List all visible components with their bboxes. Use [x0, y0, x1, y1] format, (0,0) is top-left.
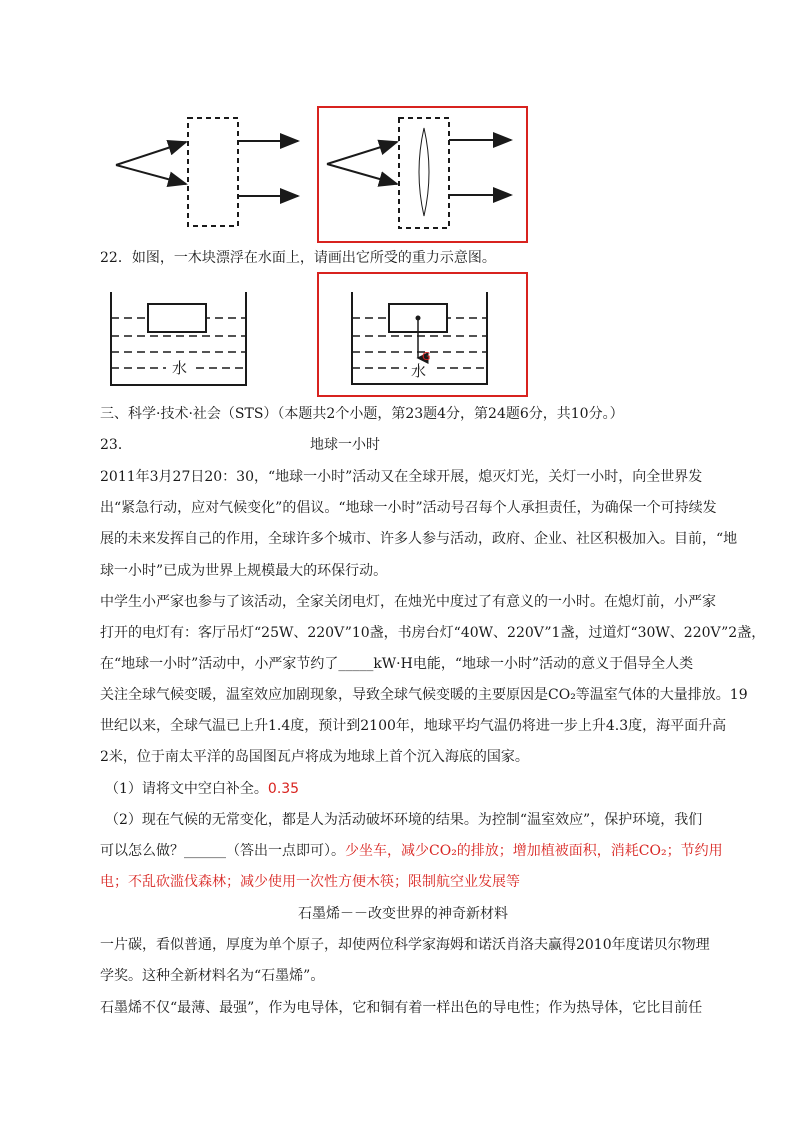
q23-sub2-line-2: [100, 841, 723, 861]
q23-p2-line-5: 世纪以来，全球气温已上升1.4度，预计到2100年，地球平均气温仍将进一步上升4.3度，海平面升高: [100, 718, 727, 734]
q22-water-label-original: 水: [172, 359, 188, 377]
q23-sub2-answer-2: 电；不乱砍滥伐森林；减少使用一次性方便木筷；限制航空业发展等: [100, 874, 520, 890]
graphene-p1-line-1: 一片碳，看似普通，厚度为单个原子，却使两位科学家海姆和诺沃肖洛夫赢得2010年度诺贝尔物理: [100, 937, 710, 953]
q21-figure-answer: [317, 106, 529, 244]
q23-sub2-answer-1: 少坐车，减少CO₂的排放；增加植被面积，消耗CO₂；节约用: [345, 843, 723, 859]
section3-heading: 三、科学·技术·社会（STS）（本题共2个小题，第23题4分，第24题6分，共10分。）: [100, 406, 624, 422]
q22-water-label-answer: 水: [411, 362, 427, 380]
q23-sub2-line-1: （2）现在气候的无常变化，都是人为活动破坏环境的结果。为控制“温室效应”，保护环境，我们: [105, 812, 703, 828]
q23-sub1-answer: 0.35: [267, 781, 300, 797]
q23-number: 23．: [100, 437, 132, 453]
graphene-title: 石墨烯－－改变世界的神奇新材料: [298, 906, 508, 922]
q23-p2-line-2: 打开的电灯有：客厅吊灯“25W、220V”10盏，书房台灯“40W、220V”1盏，过道灯“30W、220V”2盏，: [100, 625, 766, 641]
q23-p1-line-1: 2011年3月27日20：30，“地球一小时”活动又在全球开展，熄灭灯光，关灯一小时，向全世界发: [100, 469, 703, 485]
q23-title: 地球一小时: [310, 437, 380, 453]
q23-p2-line-1: 中学生小严家也参与了该活动，全家关闭电灯，在烛光中度过了有意义的一小时。在熄灯前，小严家: [100, 594, 716, 610]
q23-p2-line-3: 在“地球一小时”活动中，小严家节约了_____kW·H电能，“地球一小时”活动的意义于倡导全人类: [100, 656, 694, 672]
q21-figure-original: [108, 110, 308, 240]
q23-p2-line-4: 关注全球气候变暖，温室效应加剧现象，导致全球气候变暖的主要原因是CO₂等温室气体的大量排放。19: [100, 687, 748, 703]
q23-sub1: [105, 779, 299, 799]
q23-sub1-text: （1）请将文中空白补全。: [105, 781, 268, 797]
q23-p2-line-6: 2米，位于南太平洋的岛国图瓦卢将成为地球上首个沉入海底的国家。: [100, 749, 529, 765]
q23-p1-line-3: 展的未来发挥自己的作用，全球许多个城市、许多人参与活动，政府、企业、社区积极加入。目前，“地: [100, 531, 738, 547]
q23-p1-line-2: 出“紧急行动，应对气候变化”的倡议。“地球一小时”活动号召每个人承担责任，为确保一个可持续发: [100, 500, 717, 516]
q23-sub2-text-2: 可以怎么做？______（答出一点即可）。: [100, 843, 345, 859]
q22-question: 22．如图，一木块漂浮在水面上，请画出它所受的重力示意图。: [100, 250, 496, 266]
q22-gravity-label: G: [422, 350, 431, 363]
q23-p1-line-4: 球一小时”已成为世界上规模最大的环保行动。: [100, 563, 388, 579]
graphene-p1-line-2: 学奖。这种全新材料名为“石墨烯”。: [100, 968, 325, 984]
graphene-p2: 石墨烯不仅“最薄、最强”，作为电导体，它和铜有着一样出色的导电性；作为热导体，它比目前任: [100, 1000, 703, 1016]
